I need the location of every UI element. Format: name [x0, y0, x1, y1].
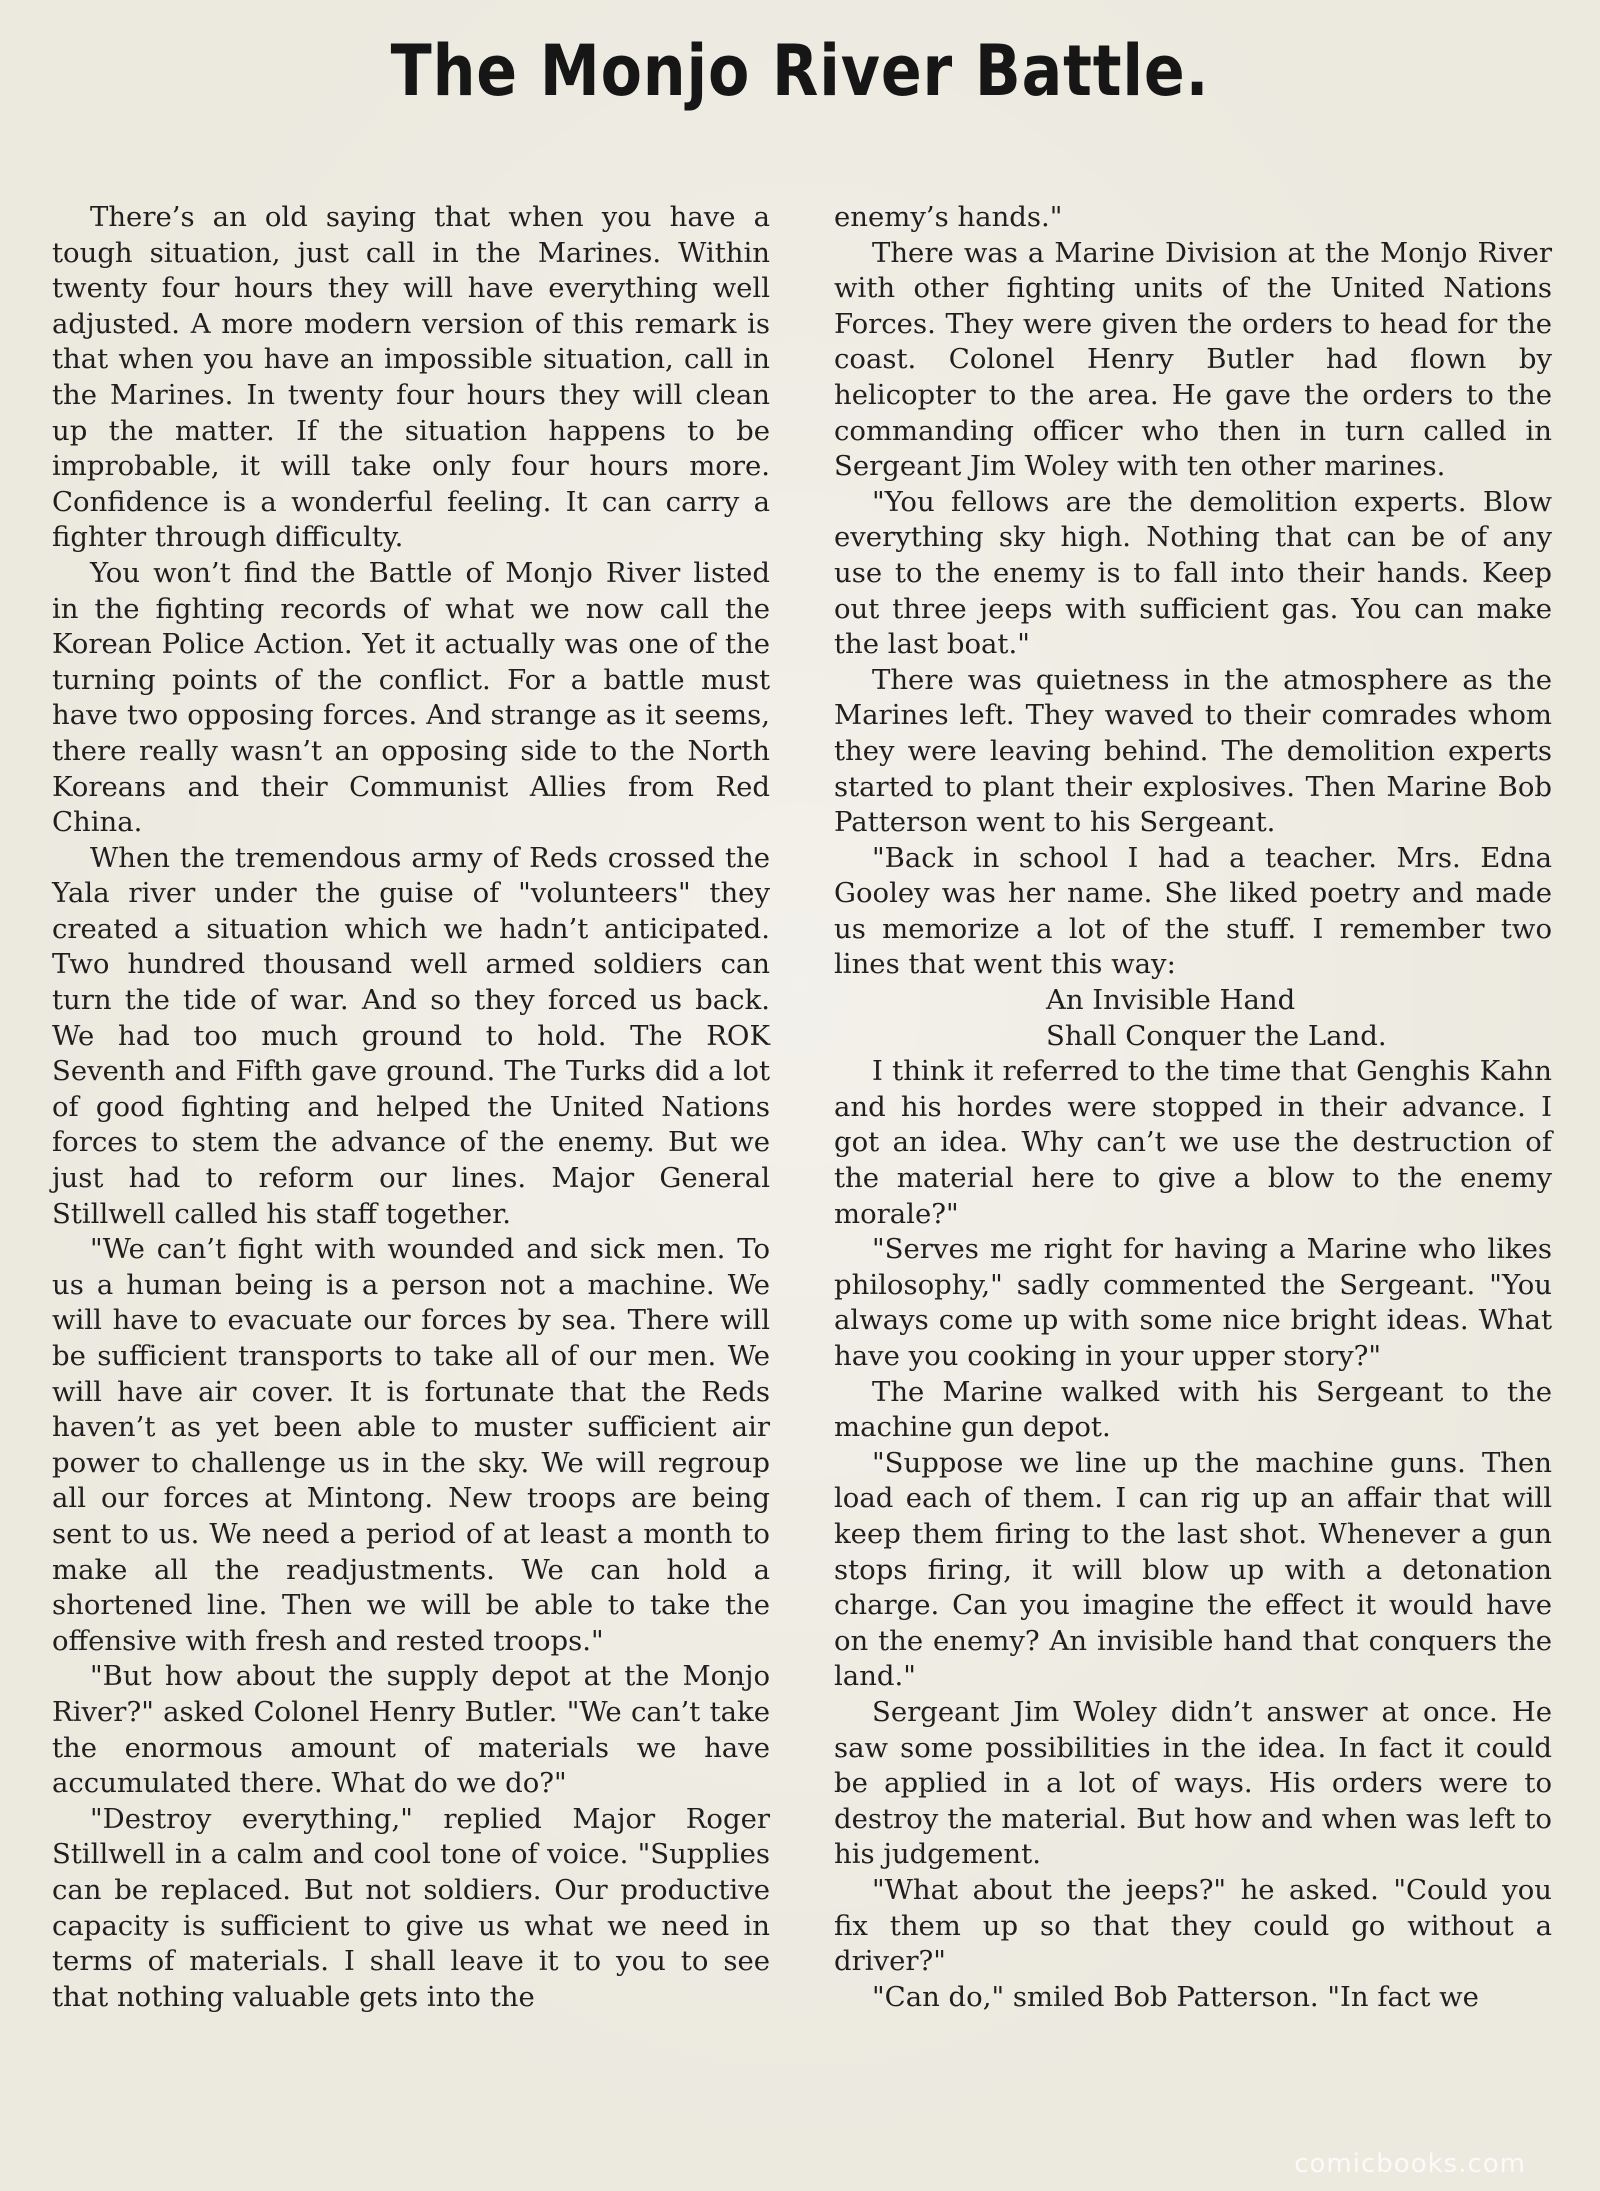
- watermark: comicbooks.com: [1294, 2149, 1526, 2179]
- paragraph: "What about the jeeps?" he asked. "Could you fix them up so that they could go without a driver?": [834, 1873, 1552, 1978]
- paragraph: I think it referred to the time that Genghis Kahn and his hordes were stopped in their advance. I got an idea. Why can’t we use the destruction of the material here to give a blow to the enemy morale?": [834, 1055, 1552, 1230]
- paragraph: You won’t find the Battle of Monjo River listed in the fighting records of what we now call the Korean Police Action. Yet it actually was one of the turning points of the conflict. For a battle must have two opposing forces. And strange as it seems, there really wasn’t an opposing side to the North Koreans and their Communist Allies from Red China.: [52, 556, 770, 839]
- verse-line: An Invisible Hand: [1046, 984, 1296, 1017]
- paragraph: When the tremendous army of Reds crossed the Yala river under the guise of "volunteers" they created a situation which we hadn’t anticipated. Two hundred thousand well armed soldiers can turn the tide of war. And so they forced us back. We had too much ground to hold. The ROK Seventh and Fifth gave ground. The Turks did a lot of good fighting and helped the United Nations forces to stem the advance of the enemy. But we just had to reform our lines. Major General Stillwell called his staff together.: [52, 841, 770, 1230]
- story-title: The Monjo River Battle.: [390, 30, 1210, 112]
- paragraph: The Marine walked with his Sergeant to the machine gun depot.: [834, 1375, 1552, 1444]
- paragraph: Sergeant Jim Woley didn’t answer at once. He saw some possibilities in the idea. In fact it could be applied in a lot of ways. His orders were to destroy the material. But how and when was left to his judgement.: [834, 1695, 1552, 1871]
- paragraph: enemy’s hands.": [834, 201, 1063, 233]
- paragraph: "Serves me right for having a Marine who likes philosophy," sadly commented the Sergeant. "You always come up with some nice bright ideas. What have you cooking in your upper story?": [834, 1233, 1552, 1372]
- paragraph: There was a Marine Division at the Monjo River with other fighting units of the United Nations Forces. They were given the orders to head for the coast. Colonel Henry Butler had flown by helicopter to the area. He gave the orders to the commanding officer who then in turn called in Sergeant Jim Woley with ten other marines.: [834, 236, 1552, 483]
- paragraph: There’s an old saying that when you have a tough situation, just call in the Marines. Within twenty four hours they will have everything well adjusted. A more modern version of this remark is that when you have an impossible situation, call in the Marines. In twenty four hours they will clean up the matter. If the situation happens to be improbable, it will take only four hours more. Confidence is a wonderful feeling. It can carry a fighter through difficulty.: [52, 201, 770, 554]
- paragraph: "But how about the supply depot at the Monjo River?" asked Colonel Henry Butler. "We can’t take the enormous amount of materials we have accumulated there. What do we do?": [52, 1660, 770, 1800]
- paragraph: "Back in school I had a teacher. Mrs. Edna Gooley was her name. She liked poetry and made us memorize a lot of the stuff. I remember two lines that went this way:: [834, 841, 1552, 981]
- verse-line: Shall Conquer the Land.: [1046, 1019, 1387, 1052]
- paragraph: There was quietness in the atmosphere as the Marines left. They waved to their comrades whom they were leaving behind. The demolition experts started to plant their explosives. Then Marine Bob Patterson went to his Sergeant.: [834, 663, 1552, 839]
- paragraph: "You fellows are the demolition experts. Blow everything sky high. Nothing that can be of any use to the enemy is to fall into their hands. Keep out three jeeps with sufficient gas. You can make the last boat.": [834, 485, 1552, 661]
- paragraph: "Suppose we line up the machine guns. Then load each of them. I can rig up an affair that will keep them firing to the last shot. Whenever a gun stops firing, it will blow up with a detonation charge. Can you imagine the effect it would have on the enemy? An invisible hand that conquers the land.": [834, 1446, 1552, 1693]
- left-column: [52, 200, 770, 2015]
- paragraph: "We can’t fight with wounded and sick men. To us a human being is a person not a machine. We will have to evacuate our forces by sea. There will be sufficient transports to take all of our men. We will have air cover. It is fortunate that the Reds haven’t as yet been able to muster sufficient air power to challenge us in the sky. We will regroup all our forces at Mintong. New troops are being sent to us. We need a period of at least a month to make all the readjustments. We can hold a shortened line. Then we will be able to take the offensive with fresh and rested troops.": [52, 1233, 770, 1657]
- paragraph: "Destroy everything," replied Major Roger Stillwell in a calm and cool tone of voice. "Supplies can be replaced. But not soldiers. Our productive capacity is sufficient to give us what we need in terms of materials. I shall leave it to you to see that nothing valuable gets into the: [52, 1802, 770, 2013]
- paragraph: "Can do," smiled Bob Patterson. "In fact we: [872, 1980, 1479, 2013]
- right-column: [834, 200, 1552, 2015]
